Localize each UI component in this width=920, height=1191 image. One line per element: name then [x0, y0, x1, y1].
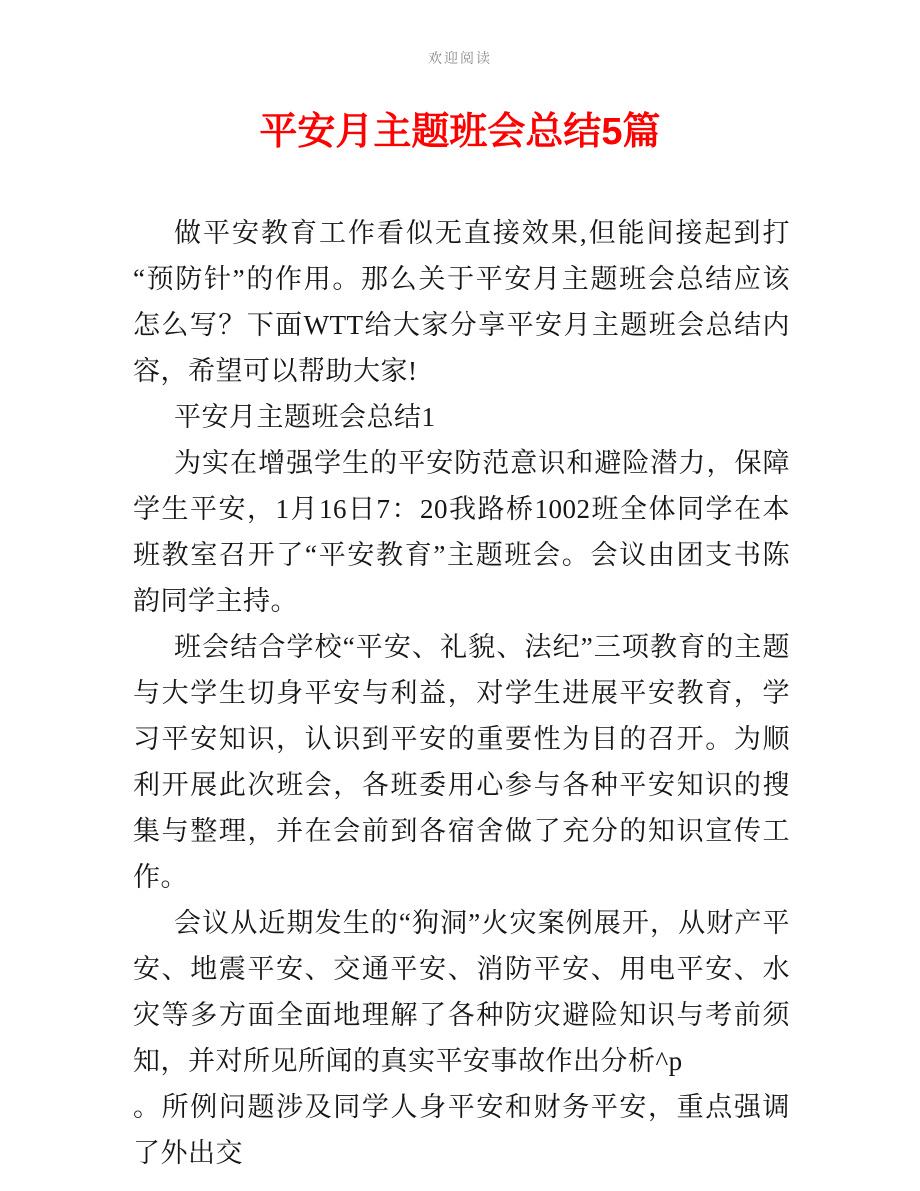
- paragraph-3: 为实在增强学生的平安防范意识和避险潜力，保障学生平安，1月16日7：20我路桥1002班全体同学在本班教室召开了“平安教育”主题班会。会议由团支书陈韵同学主持。: [133, 448, 790, 616]
- paragraph-6: 。所例问题涉及同学人身平安和财务平安，重点强调了外出交: [133, 1092, 790, 1168]
- paragraph-5: 会议从近期发生的“狗洞”火灾案例展开，从财产平安、地震平安、交通平安、消防平安、用电平安、水灾等多方面全面地理解了各种防灾避险知识与考前须知，并对所见所闻的真实平安事故作出分析^p: [133, 908, 790, 1076]
- paragraph-2: 平安月主题班会总结1: [174, 402, 436, 432]
- paragraph-1: 做平安教育工作看似无直接效果,但能间接起到打“预防针”的作用。那么关于平安月主题班会总结应该怎么写？下面WTT给大家分享平安月主题班会总结内容，希望可以帮助大家!: [133, 218, 790, 386]
- paragraph-4: 班会结合学校“平安、礼貌、法纪”三项教育的主题与大学生切身平安与利益，对学生进展平安教育，学习平安知识，认识到平安的重要性为目的召开。为顺利开展此次班会，各班委用心参与各种平安知识的搜集与整理，并在会前到各宿舍做了充分的知识宣传工作。: [133, 632, 790, 892]
- document-title: 平安月主题班会总结5篇: [259, 111, 661, 153]
- document-body: [133, 210, 790, 1176]
- page-header-text: 欢迎阅读: [428, 52, 492, 67]
